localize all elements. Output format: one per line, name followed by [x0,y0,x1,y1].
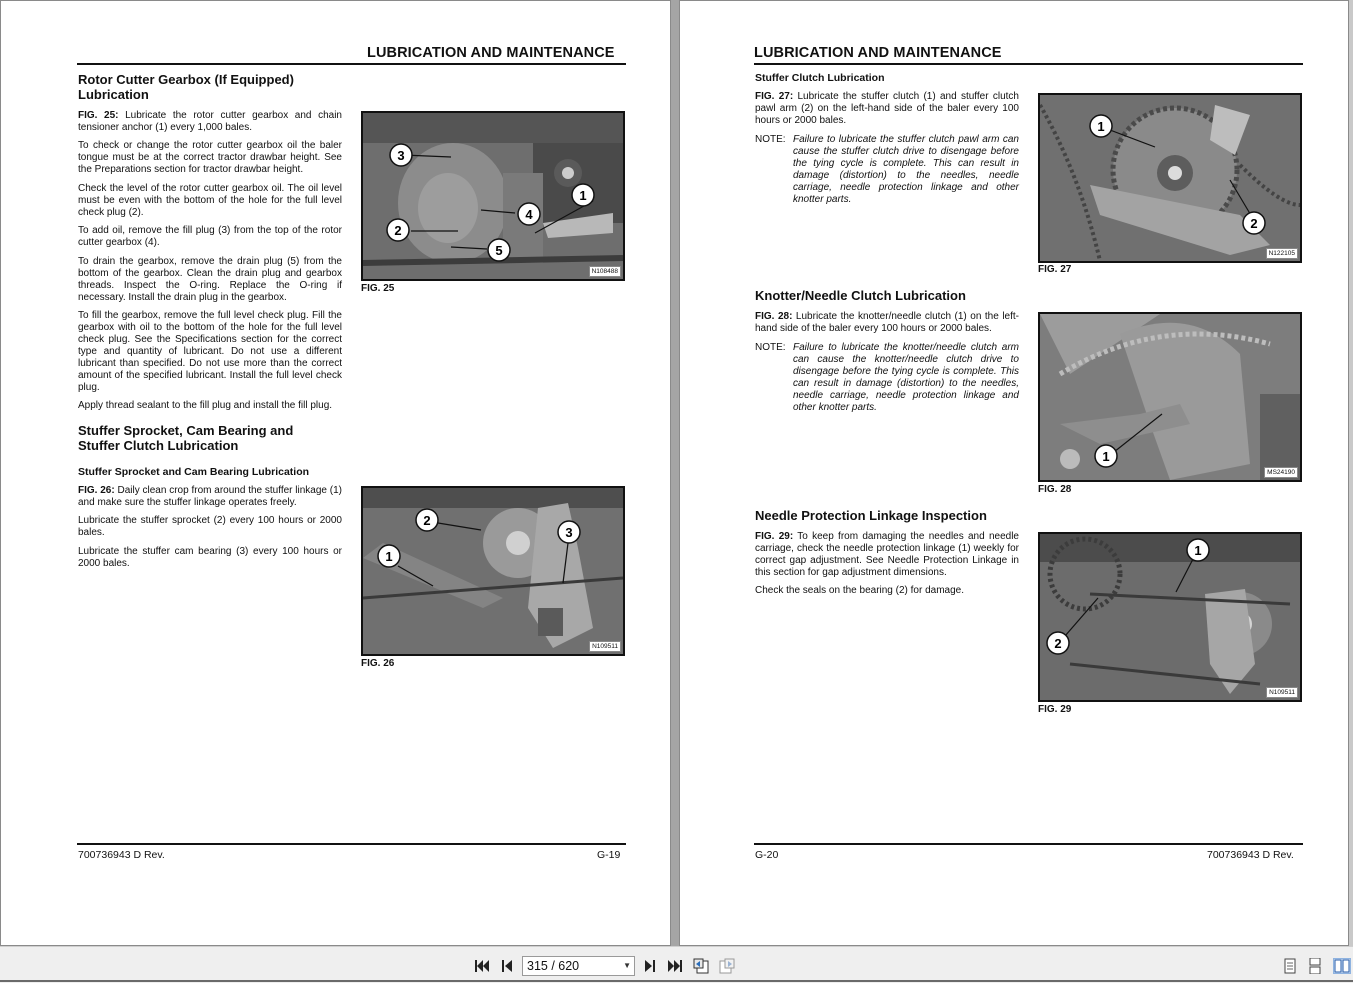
svg-text:4: 4 [525,207,533,222]
figure-29-photo [1038,532,1302,702]
figure-caption: FIG. 25 [361,283,395,294]
callout [1187,539,1209,561]
forward-view-icon [718,958,736,974]
single-page-view-icon[interactable] [1283,958,1297,974]
callout [1090,115,1112,137]
paragraph: FIG. 26: Daily clean crop from around the stuffer linkage (1) and make sure the stuffer linkage operates freely. [78,485,342,508]
callout [488,239,510,261]
footer-rule [754,843,1303,845]
header-rule [77,63,626,65]
back-view-icon [692,958,710,974]
paragraph: FIG. 28: Lubricate the knotter/needle clutch (1) on the left-hand side of the baler every 100 hours or 2000 bales. [755,311,1019,334]
svg-text:5: 5 [495,243,503,258]
vertical-scrollbar[interactable] [1349,0,1353,946]
note-label: NOTE: [755,134,786,145]
paragraph: Apply thread sealant to the fill plug and install the fill plug. [78,400,333,411]
page-header-title: LUBRICATION AND MAINTENANCE [754,45,1002,61]
svg-text:3: 3 [397,148,405,163]
figure-28-photo [1038,312,1302,482]
figure-25-photo [361,111,625,281]
section-title-stuffer: Stuffer Sprocket, Cam Bearing and Stuffer Clutch Lubrication [78,423,294,453]
next-page-icon [644,959,656,973]
first-page-icon [474,959,490,973]
figure-caption: FIG. 27 [1038,264,1072,275]
svg-text:1: 1 [385,549,393,564]
paragraph: FIG. 29: To keep from damaging the needles and needle carriage, check the needle protection linkage (1) weekly for correct gap adjustment. See Needle Protection Linkage in this section for gap adjustment dimensions. [755,531,1019,578]
svg-text:1: 1 [1102,449,1110,464]
callout [1047,632,1069,654]
first-page-button[interactable] [473,957,491,975]
figure-id: N122105 [1266,248,1298,259]
callout [378,545,400,567]
viewer-toolbar [0,946,1353,983]
paragraph: To fill the gearbox, remove the full level check plug. Fill the gearbox with oil to the bottom of the hole for the full level check plug. See the Specifications section for the correct type and quantity of lubricant. Do not use a different lubricant than specified. Do not use more than the correct amount of the specified lubricant. Install the full level check plug. [78,310,342,393]
svg-text:1: 1 [1194,543,1202,558]
next-page-button[interactable] [641,957,659,975]
footer-rule [77,843,626,845]
figure-caption: FIG. 29 [1038,704,1072,715]
page-number: G-20 [755,849,779,861]
paragraph: Lubricate the stuffer cam bearing (3) every 100 hours or 2000 bales. [78,546,342,569]
callout [518,203,540,225]
page-number: G-19 [597,849,621,861]
svg-text:2: 2 [1054,636,1062,651]
figure-id: N109511 [589,641,621,652]
page-number-input[interactable] [522,956,635,976]
right-page [679,0,1349,946]
footer-doc-number: 700736943 D Rev. [78,849,165,861]
chevron-down-icon[interactable]: ▼ [623,961,631,970]
paragraph: Check the seals on the bearing (2) for damage. [755,585,965,596]
left-page [0,0,671,946]
svg-text:3: 3 [565,525,573,540]
figure-id: N108488 [589,266,621,277]
facing-pages-view-icon[interactable] [1333,958,1351,974]
page-indicator: 315 / 620 [527,959,580,973]
figure-id: N109511 [1266,687,1298,698]
paragraph: FIG. 25: Lubricate the rotor cutter gearbox and chain tensioner anchor (1) every 1,000 bales. [78,110,342,133]
callout [1095,445,1117,467]
page-header-title: LUBRICATION AND MAINTENANCE [367,45,615,61]
subsection-title: Stuffer Sprocket and Cam Bearing Lubrication [78,466,310,478]
previous-page-button[interactable] [498,957,516,975]
paragraph: FIG. 27: Lubricate the stuffer clutch (1) and stuffer clutch pawl arm (2) on the left-hand side of the baler every 100 hours or 2000 bales. [755,91,1019,126]
figure-caption: FIG. 26 [361,658,395,669]
previous-page-icon [501,959,513,973]
subsection-title: Stuffer Clutch Lubrication [755,72,885,84]
paragraph: To check or change the rotor cutter gearbox oil the baler tongue must be at the correct tractor drawbar height. See the Preparations section for tractor drawbar height. [78,140,342,175]
section-title-knotter: Knotter/Needle Clutch Lubrication [755,288,966,303]
paragraph: Check the level of the rotor cutter gearbox oil. The oil level must be even with the bottom of the hole for the full level check plug (2). [78,183,342,218]
paragraph: Lubricate the stuffer sprocket (2) every 100 hours or 2000 bales. [78,515,342,538]
callout [387,219,409,241]
navigate-back-button[interactable] [692,957,710,975]
callout [558,521,580,543]
callout [1243,212,1265,234]
figure-26-photo [361,486,625,656]
note-text: Failure to lubricate the stuffer clutch pawl arm can cause the stuffer clutch drive to disengage before the tying cycle is complete. This can result in damage (distortion) to the needles, needle carriage, needle protection linkage and other knotter parts. [793,134,1019,205]
callout [572,184,594,206]
header-rule [754,63,1303,65]
note-block [755,342,1019,414]
paragraph: To drain the gearbox, remove the drain plug (5) from the bottom of the gearbox. Clean the drain plug and gearbox threads. Inspect the O-ring. Replace the O-ring if necessary. Install the drain plug in the gearbox. [78,256,342,303]
callout [390,144,412,166]
note-block [755,134,1019,206]
navigate-forward-button[interactable] [718,957,736,975]
paragraph: To add oil, remove the fill plug (3) from the top of the rotor cutter gearbox (4). [78,225,342,248]
svg-text:1: 1 [579,188,587,203]
figure-27-photo [1038,93,1302,263]
note-text: Failure to lubricate the knotter/needle clutch arm can cause the knotter/needle clutch drive to disengage before the tying cycle is complete. This can result in damage (distortion) to the needles, needle carriage, needle protection linkage and other knotter parts. [793,342,1019,413]
callout [416,509,438,531]
svg-text:2: 2 [1250,216,1258,231]
footer-doc-number: 700736943 D Rev. [1207,849,1294,861]
svg-text:1: 1 [1097,119,1105,134]
last-page-button[interactable] [666,957,684,975]
figure-id: MS24190 [1264,467,1298,478]
svg-text:2: 2 [423,513,431,528]
section-title-needle: Needle Protection Linkage Inspection [755,508,987,523]
figure-caption: FIG. 28 [1038,484,1072,495]
last-page-icon [667,959,683,973]
note-label: NOTE: [755,342,786,353]
section-title-rotor-cutter: Rotor Cutter Gearbox (If Equipped) Lubrication [78,72,294,102]
svg-text:2: 2 [394,223,402,238]
continuous-view-icon[interactable] [1308,958,1322,974]
